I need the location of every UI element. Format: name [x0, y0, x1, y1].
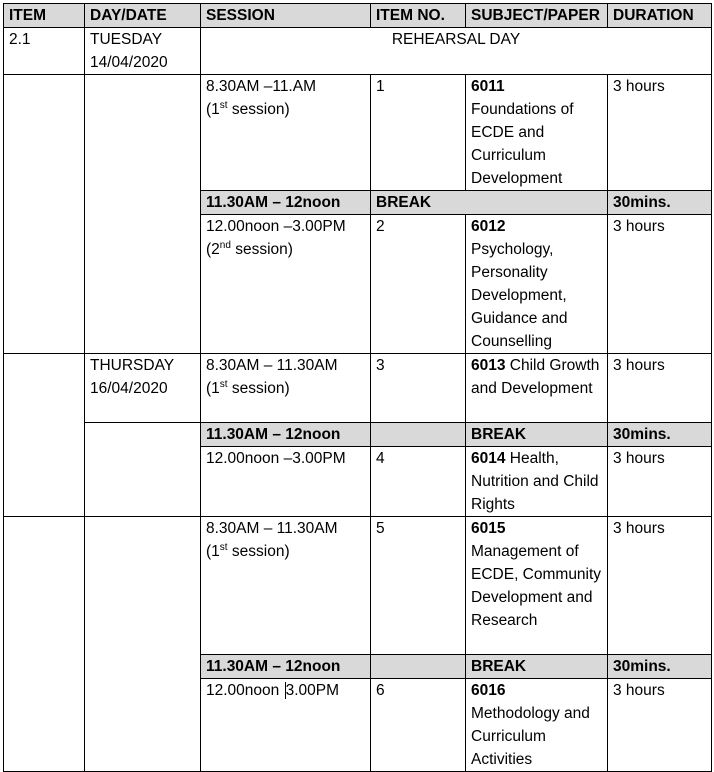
session-time: 8.30AM –11.AM [206, 78, 316, 95]
duration-cell: 3 hours [608, 75, 712, 191]
table-row-6013 [4, 354, 712, 423]
session-cell [201, 679, 371, 772]
break-time: 11.30AM – 12noon [201, 191, 371, 215]
break-time: 11.30AM – 12noon [201, 423, 371, 447]
paper-code: 6013 [471, 357, 506, 374]
subject-cell [466, 679, 608, 772]
table-row-6011 [4, 75, 712, 191]
session-label: (1st session) [206, 378, 290, 397]
date-label: 16/04/2020 [90, 380, 168, 397]
day-date-cell-empty [85, 517, 201, 772]
duration-cell: 3 hours [608, 517, 712, 655]
header-duration: DURATION [608, 4, 712, 28]
session-label: (1st session) [206, 99, 290, 118]
duration-cell: 3 hours [608, 215, 712, 354]
break-label: BREAK [466, 655, 608, 679]
paper-title: Health, Nutrition and Child Rights [471, 450, 599, 513]
header-session: SESSION [201, 4, 371, 28]
table-row-6015 [4, 517, 712, 655]
break-duration: 30mins. [608, 655, 712, 679]
header-subject-paper: SUBJECT/PAPER [466, 4, 608, 28]
rehearsal-day-cell: REHEARSAL DAY [201, 28, 712, 75]
subject-cell [466, 215, 608, 354]
duration-cell: 3 hours [608, 447, 712, 517]
break-row-2 [4, 423, 712, 447]
paper-title: Management of ECDE, Community Development and Research [471, 543, 602, 629]
day-date-cell [85, 28, 201, 75]
session-cell [201, 447, 371, 517]
item-cell-empty [4, 75, 85, 354]
subject-cell [466, 75, 608, 191]
item-no-cell: 4 [371, 447, 466, 517]
item-cell-empty [4, 354, 85, 517]
date-label: 14/04/2020 [90, 54, 168, 71]
session-time: 12.00noon 3.00PM [206, 682, 339, 699]
item-number: 2.1 [4, 28, 85, 75]
day-date-cell-empty [85, 423, 201, 517]
break-label: BREAK [371, 191, 608, 215]
day-label: THURSDAY [90, 357, 175, 374]
paper-title: Foundations of ECDE and Curriculum Development [471, 101, 574, 187]
item-no-cell: 2 [371, 215, 466, 354]
duration-cell: 3 hours [608, 354, 712, 423]
paper-title: Child Growth and Development [471, 357, 600, 397]
break-duration: 30mins. [608, 191, 712, 215]
session-time: 8.30AM – 11.30AM [206, 520, 338, 537]
header-item: ITEM [4, 4, 85, 28]
paper-code: 6014 [471, 450, 506, 467]
break-item-no-empty [371, 423, 466, 447]
day-date-cell-empty [85, 75, 201, 354]
session-time: 12.00noon –3.00PM [206, 450, 346, 467]
session-time: 12.00noon –3.00PM [206, 218, 346, 235]
break-duration: 30mins. [608, 423, 712, 447]
item-no-cell: 1 [371, 75, 466, 191]
day-label: TUESDAY [90, 31, 163, 48]
break-time: 11.30AM – 12noon [201, 655, 371, 679]
paper-code: 6016 [471, 682, 506, 699]
session-cell [201, 215, 371, 354]
header-item-no: ITEM NO. [371, 4, 466, 28]
day-date-cell [85, 354, 201, 423]
subject-cell [466, 517, 608, 655]
paper-code: 6015 [471, 520, 506, 537]
timetable-table [3, 3, 712, 772]
paper-title: Methodology and Curriculum Activities [471, 705, 590, 768]
session-label: (2nd session) [206, 239, 293, 258]
paper-title: Psychology, Personality Development, Guidance and Counselling [471, 241, 568, 350]
subject-cell [466, 354, 608, 423]
exam-timetable [3, 3, 712, 772]
item-cell-empty [4, 517, 85, 772]
paper-code: 6011 [471, 78, 505, 95]
session-cell [201, 354, 371, 423]
header-row [4, 4, 712, 28]
subject-cell [466, 447, 608, 517]
session-label: (1st session) [206, 541, 290, 560]
table-row-rehearsal [4, 28, 712, 75]
break-item-no-empty [371, 655, 466, 679]
paper-code: 6012 [471, 218, 506, 235]
session-cell [201, 75, 371, 191]
header-day-date: DAY/DATE [85, 4, 201, 28]
session-cell [201, 517, 371, 655]
session-time: 8.30AM – 11.30AM [206, 357, 338, 374]
item-no-cell: 6 [371, 679, 466, 772]
item-no-cell: 3 [371, 354, 466, 423]
duration-cell: 3 hours [608, 679, 712, 772]
break-label: BREAK [466, 423, 608, 447]
item-no-cell: 5 [371, 517, 466, 655]
